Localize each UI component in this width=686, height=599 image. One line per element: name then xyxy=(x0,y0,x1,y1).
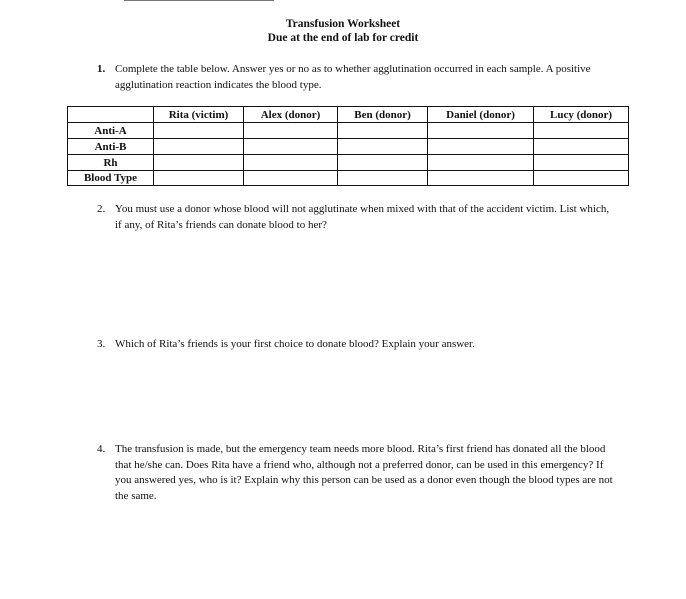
column-header-lucy: Lucy (donor) xyxy=(534,107,629,123)
question-4-text: The transfusion is made, but the emergency team needs more blood. Rita’s first friend has donated all the blood that he/she can. Does Rita have a friend who, although not a preferred donor, can be used in this emergency? If you answered yes, who is it? Explain why this person can be used as a donor even though the blood types are not the same. xyxy=(115,443,613,502)
answer-cell[interactable] xyxy=(338,139,428,155)
answer-cell[interactable] xyxy=(338,155,428,171)
row-label-anti-b: Anti-B xyxy=(68,139,154,155)
question-1-text: Complete the table below. Answer yes or no as to whether agglutination occurred in each sample. A positive agglutination reaction indicates the blood type. xyxy=(115,63,591,91)
answer-cell[interactable] xyxy=(154,171,244,186)
worksheet-title: Transfusion Worksheet xyxy=(285,18,401,30)
worksheet-subtitle: Due at the end of lab for credit xyxy=(267,32,419,44)
table-row-rh xyxy=(68,155,629,171)
answer-cell[interactable] xyxy=(338,171,428,186)
column-header-daniel: Daniel (donor) xyxy=(428,107,534,123)
row-label-rh: Rh xyxy=(68,155,154,171)
answer-cell[interactable] xyxy=(428,155,534,171)
table-corner-cell xyxy=(68,107,154,123)
answer-cell[interactable] xyxy=(154,139,244,155)
answer-cell[interactable] xyxy=(428,139,534,155)
answer-cell[interactable] xyxy=(534,123,629,139)
table-row-anti-a xyxy=(68,123,629,139)
question-3-number: 3. xyxy=(97,338,106,350)
question-4-number: 4. xyxy=(97,443,106,455)
answer-cell[interactable] xyxy=(534,171,629,186)
table-row-blood-type xyxy=(68,171,629,186)
agglutination-table xyxy=(67,106,629,186)
answer-cell[interactable] xyxy=(154,123,244,139)
question-3-text: Which of Rita’s friends is your first choice to donate blood? Explain your answer. xyxy=(115,338,475,350)
column-header-ben: Ben (donor) xyxy=(338,107,428,123)
answer-cell[interactable] xyxy=(244,123,338,139)
question-2-number: 2. xyxy=(97,203,106,215)
column-header-rita: Rita (victim) xyxy=(154,107,244,123)
answer-cell[interactable] xyxy=(244,171,338,186)
table-header-row xyxy=(68,107,629,123)
answer-cell[interactable] xyxy=(428,123,534,139)
answer-cell[interactable] xyxy=(244,155,338,171)
question-2-text: You must use a donor whose blood will not agglutinate when mixed with that of the accident victim. List which, if any, of Rita’s friends can donate blood to her? xyxy=(115,203,610,231)
table-row-anti-b xyxy=(68,139,629,155)
answer-cell[interactable] xyxy=(244,139,338,155)
top-divider xyxy=(124,0,274,1)
answer-cell[interactable] xyxy=(534,155,629,171)
question-1-number: 1. xyxy=(97,63,106,75)
answer-cell[interactable] xyxy=(154,155,244,171)
row-label-blood-type: Blood Type xyxy=(68,171,154,186)
answer-cell[interactable] xyxy=(338,123,428,139)
answer-cell[interactable] xyxy=(428,171,534,186)
answer-cell[interactable] xyxy=(534,139,629,155)
column-header-alex: Alex (donor) xyxy=(244,107,338,123)
row-label-anti-a: Anti-A xyxy=(68,123,154,139)
